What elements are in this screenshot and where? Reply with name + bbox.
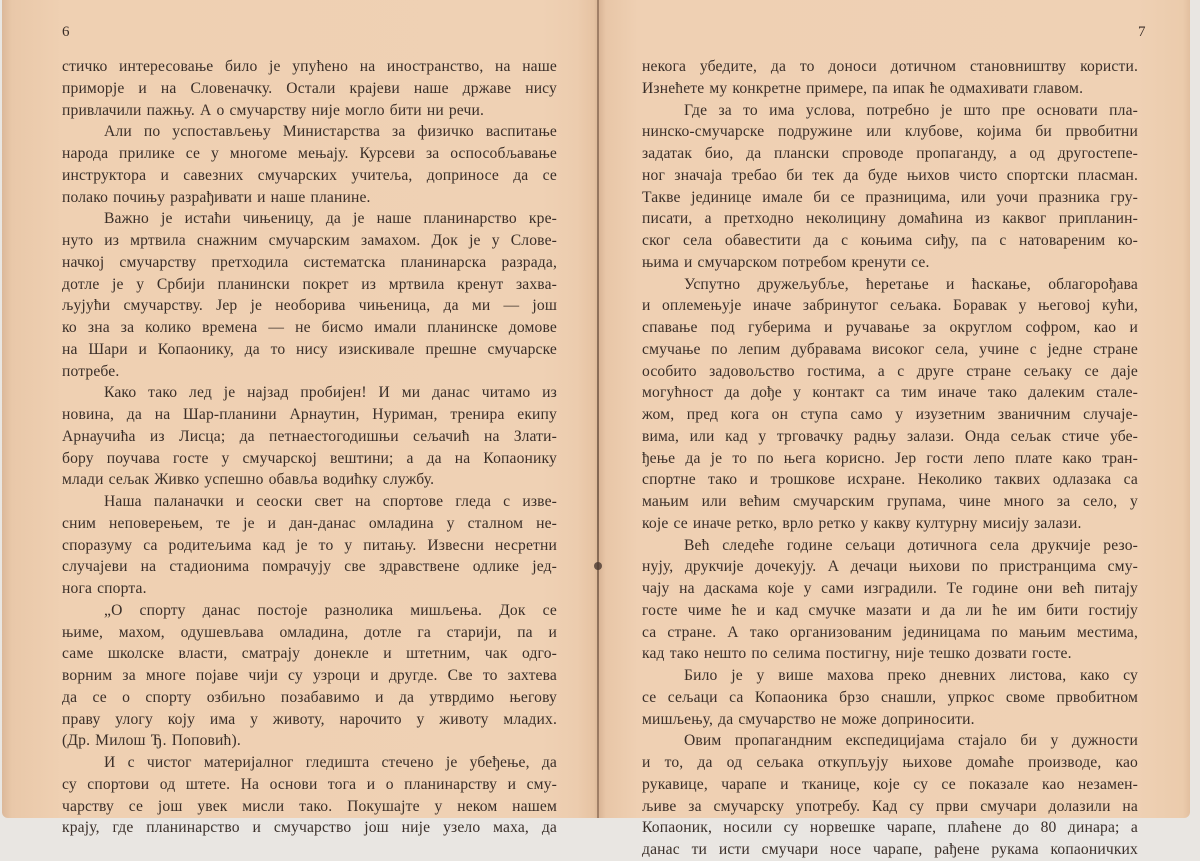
text-line: њима и смучарском потребом кренути се. xyxy=(642,253,930,271)
text-line: инструктора и савезних смучарских учитеља, доприносе да се xyxy=(62,166,557,184)
text-line: ко зна за колико времена — не бисмо имали планинске домове xyxy=(62,319,557,336)
text-line: потребе. xyxy=(62,362,120,380)
right-page-body xyxy=(642,56,1138,861)
text-line: приморје и на Словеначку. Остали крајеви наше државе нису xyxy=(62,79,557,97)
text-line: ђење да је то по њега корисно. Јер гости лепо плате како тран- xyxy=(642,449,1138,467)
text-line: су спортови од штете. На основи тога и о планинарству и сму- xyxy=(62,775,557,793)
left-page xyxy=(2,0,598,837)
text-line: нога спорта. xyxy=(62,580,147,597)
text-line: жом, пред кога он ступа само у изузетним званичним случаје- xyxy=(642,406,1138,423)
text-line: писати, а претходно неколицину домаћина из каквог припланин- xyxy=(642,210,1138,228)
text-line: Али по успостављењу Министарства за физичко васпитање xyxy=(104,123,557,141)
text-line: ског села обавестити да с коњима сиђу, па с натовареним ко- xyxy=(642,232,1138,249)
text-line: мањим или већим смучарским групама, чине много за село, у xyxy=(642,493,1138,510)
text-line: на Шари и Копаонику, да то нису изискивале прешне смучарске xyxy=(62,340,557,358)
text-line: сним неповерењем, те је и дан-данас омладина у сталном не- xyxy=(62,514,557,532)
text-line: Овим пропагандним експедицијама стајало би у дужности xyxy=(684,732,1138,750)
text-line: и оплемењује иначе забринутог сељака. Боравак у његовој кући, xyxy=(642,297,1138,315)
text-line: Успутно дружељубље, ћеретање и ћаскање, облагорођава xyxy=(684,275,1138,293)
text-line: Арнаучића из Лисца; да петнаестогодишњи сељачић на Злати- xyxy=(62,427,557,445)
text-line: Како тако лед је најзад пробијен! И ми данас читамо из xyxy=(104,384,557,402)
left-page-body xyxy=(62,56,557,839)
page-number-left: 6 xyxy=(62,24,70,40)
text-line: новина, да на Шар-планини Арнаутин, Нуриман, тренира екипу xyxy=(62,406,557,423)
text-line: стичко интересовање било је упућено на иностранство, на наше xyxy=(62,58,557,75)
text-line: споразуму са родитељима кад је то у питању. Извесни несретни xyxy=(62,536,557,554)
text-line: особито задовољство гостима, а с друге стране сељаку се даје xyxy=(642,362,1138,380)
text-line: смучање по лепим дубравама високог села, учине с једне стране xyxy=(642,340,1138,358)
right-page xyxy=(598,0,1190,858)
text-line: некога убедите, да то доноси дотичном становништву користи. xyxy=(642,58,1138,75)
text-line: могућност да дође у контакт са тим иначе тако далеким стале- xyxy=(642,384,1138,402)
text-line: кад тако нешто по селима постигну, није тешко дозвати госте. xyxy=(642,645,1072,663)
text-line: нуто из мртвила снажним смучарским замахом. Док је у Слове- xyxy=(62,232,557,249)
text-line: И с чистог материјалног гледишта стечено је убеђење, да xyxy=(104,754,557,771)
book-spine xyxy=(597,0,599,818)
text-line: случајеви на стадионима помрачују све здравствене одлике јед- xyxy=(62,558,557,576)
text-line: крају, где планинарство и смучарство још није узело маха, да xyxy=(62,819,557,837)
text-line: нинско-смучарске подружине или клубове, којима би првобитни xyxy=(642,123,1138,141)
text-line: народа прилике се у многоме мењају. Курсеви за оспособљавање xyxy=(62,145,557,162)
text-line: нују, друкчије дочекују. А дечаци њихови по пристранцима сму- xyxy=(642,558,1138,576)
text-line: љиве за смучарску употребу. Кад су први смучари долазили на xyxy=(642,797,1138,815)
text-line: чају на даскама које у сами изградили. Те године они већ питају xyxy=(642,580,1138,597)
text-line: Важно је истаћи чињеницу, да је наше планинарство кре- xyxy=(104,210,557,228)
text-line: вима, или кад у трговачку радњу залази. Онда сељак стиче убе- xyxy=(642,427,1138,445)
text-line: саме школске власти, сматрају донекле и штетним, чак одго- xyxy=(62,645,557,663)
text-line: љујући смучарству. Јер је необорива чињеница, да ми — још xyxy=(62,297,557,315)
text-line: „О спорту данас постоје разнолика мишљења. Док се xyxy=(104,601,557,619)
text-line: задатак био, да плански спроводе пропаганду, а од другостепе- xyxy=(642,145,1138,162)
text-line: ног значаја требао би тек да буде њихов чисто спортски пласман. xyxy=(642,166,1138,184)
text-line: (Др. Милош Ђ. Поповић). xyxy=(62,732,241,750)
text-line: спавање под губерима и ручавање за округлом софром, као и xyxy=(642,319,1138,336)
text-line: бору поучава госте у смучарској вештини; а да на Копаонику xyxy=(62,449,557,467)
text-line: праву улогу коју има у животу, нарочито у животу младих. xyxy=(62,710,557,728)
page-number-right: 7 xyxy=(1138,24,1146,40)
text-line: њиме, махом, одушевљава омладина, дотле га старији, па и xyxy=(62,623,557,641)
text-line: чарству се још увек мисли тако. Покушајте у неком нашем xyxy=(62,797,557,815)
text-line: Изнећете му конкретне примере, па ипак ће одмахивати главом. xyxy=(642,79,1084,97)
text-line: са стране. А тако организованим јединицама по мањим местима, xyxy=(642,623,1138,641)
text-line: Копаоник, носили су норвешке чарапе, плаћене до 80 динара; а xyxy=(642,819,1138,837)
text-line: Наша паланачки и сеоски свет на спортове гледа с изве- xyxy=(104,493,557,510)
text-line: мишљењу, да смучарство не може доприносити. xyxy=(642,710,975,728)
text-line: дотле је у Србији планински покрет из мртвила кренут захва- xyxy=(62,275,557,293)
staple-icon xyxy=(594,562,602,570)
text-line: Где за то има услова, потребно је што пре основати пла- xyxy=(684,101,1138,119)
text-line: спортне тако и трошкове исхране. Неколико таквих одлазака са xyxy=(642,471,1138,489)
text-line: госте чиме ће и кад смучке мазати и да ли ће им бити гостију xyxy=(642,601,1138,619)
text-line: данас ти исти смучари носе чарапе, рађене рукама копаоничких xyxy=(642,841,1138,858)
text-line: које се иначе ретко, врло ретко у какву културну мисију залази. xyxy=(642,514,1082,532)
text-line: да се о спорту озбиљно позабавимо и да утврдимо његову xyxy=(62,688,557,706)
text-line: рукавице, чарапе и тканице, које су се показале као незамен- xyxy=(642,775,1138,793)
text-line: се сељаци са Копаоника брзо снашли, упркос своме првобитном xyxy=(642,688,1138,706)
text-line: Већ следеће године сељаци дотичнога села друкчије резо- xyxy=(684,536,1138,554)
text-line: Било је у више махова преко дневних листова, како су xyxy=(684,667,1138,684)
text-line: начкој смучарству претходила систематска планинарска разрада, xyxy=(62,253,557,271)
text-line: Такве јединице имале би се празницима, или уочи празника гру- xyxy=(642,188,1138,206)
text-line: привлачили пажњу. А о смучарству није могло бити ни речи. xyxy=(62,101,485,119)
text-line: ворним за многе појаве чији су узроци и другде. Све то захтева xyxy=(62,667,557,684)
text-line: полако почињу разрађивати и наше планине. xyxy=(62,188,371,206)
text-line: млади сељак Живко успешно обавља водићку службу. xyxy=(62,471,435,489)
text-line: и то, да од сељака откупљују њихове домаће производе, као xyxy=(642,754,1138,771)
